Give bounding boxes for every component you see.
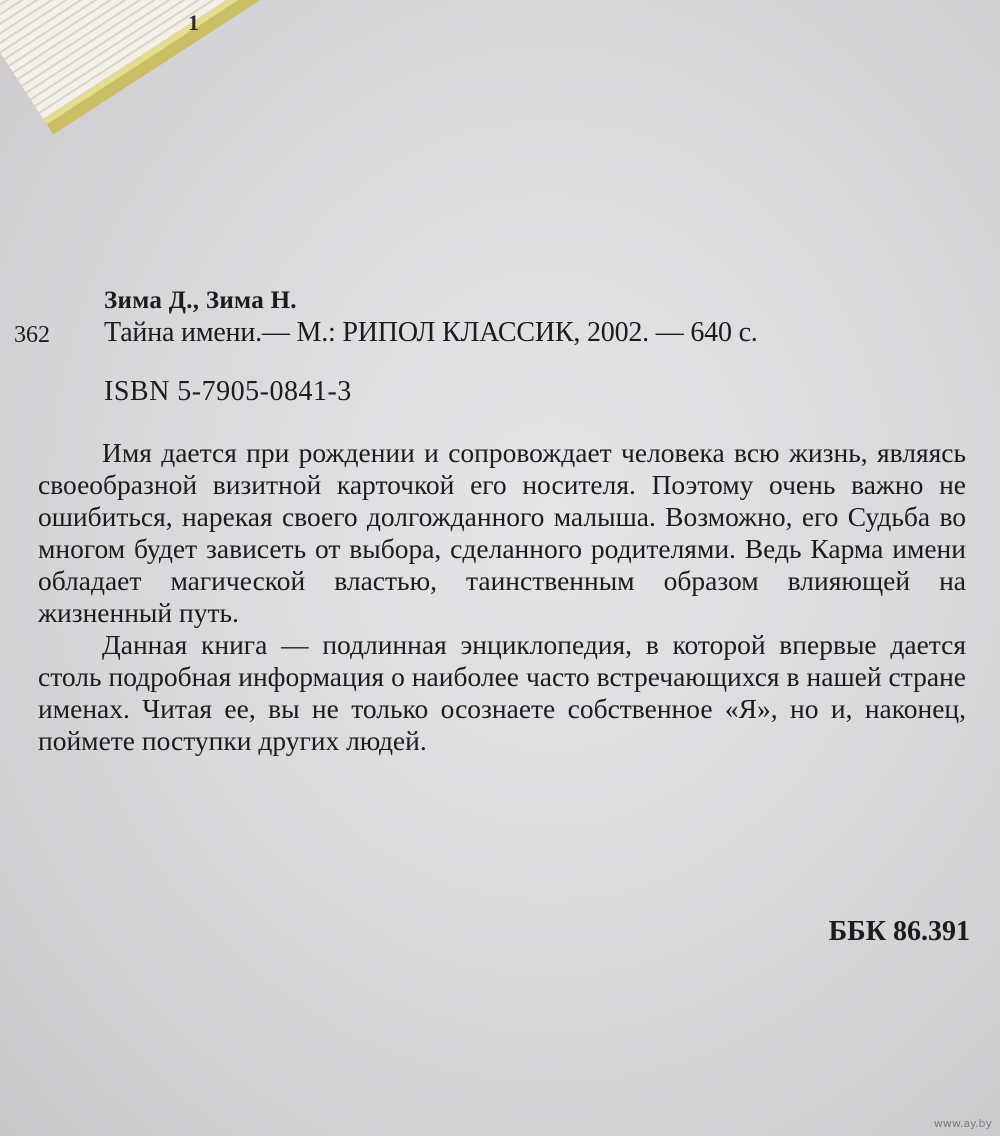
site-watermark: www.ay.by bbox=[933, 1117, 992, 1130]
annotation-paragraph: Имя дается при рождении и сопровождает человека всю жизнь, являясь своеобразной визитной карточкой его носителя. Поэтому очень важно не ошибиться, нарекая своего долгожданного малыша. Возможно, его Судьба во многом будет зависеть от выбора, сделанного родителями. Ведь Карма имени обладает магической властью, таинственным образом влияющей на жизненный путь. bbox=[38, 437, 966, 628]
catalog-number: 362 bbox=[14, 322, 50, 348]
isbn: ISBN 5-7905-0841-3 bbox=[104, 376, 352, 407]
corner-mark: 1 bbox=[188, 10, 199, 35]
annotation-text bbox=[38, 437, 966, 757]
annotation-paragraph: Данная книга — подлинная энциклопедия, в которой впервые дается столь подробная информация о наиболее часто встречающихся в нашей стране именах. Читая ее, вы не только осознаете собственное «Я», но и, наконец, поймете поступки других людей. bbox=[38, 629, 966, 756]
author-line: Зима Д., Зима Н. bbox=[104, 287, 297, 314]
title-publication-line: Тайна имени.— М.: РИПОЛ КЛАССИК, 2002. — 640 с. bbox=[104, 317, 758, 348]
book-page-edges bbox=[0, 0, 262, 119]
bbk-classification: ББК 86.391 bbox=[828, 916, 970, 947]
